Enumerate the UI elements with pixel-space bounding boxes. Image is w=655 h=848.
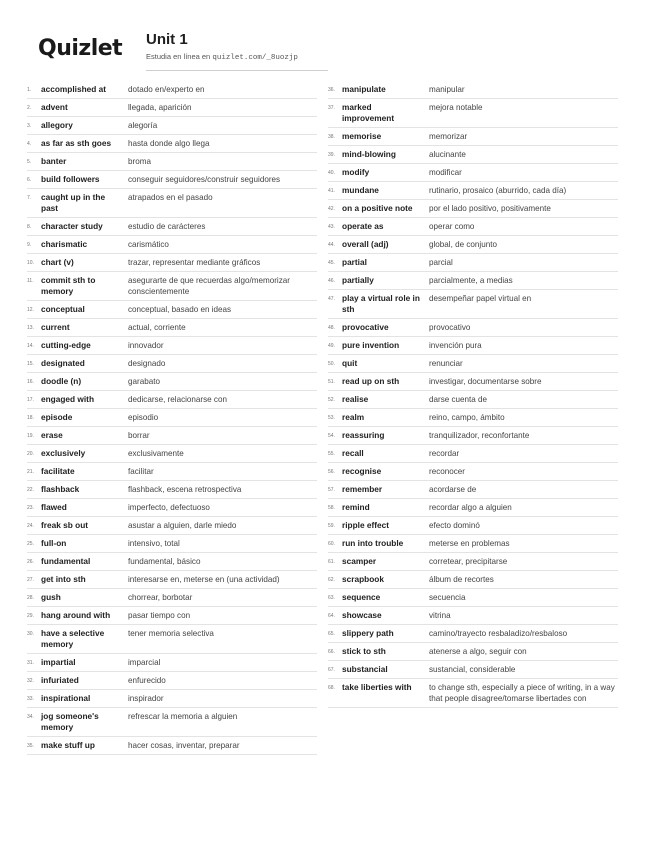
term-definition: efecto dominó bbox=[429, 521, 480, 530]
term-row bbox=[27, 499, 317, 517]
term-number: 63. bbox=[328, 595, 335, 601]
term-definition: tranquilizador, reconfortante bbox=[429, 431, 530, 440]
term-text: sequence bbox=[342, 592, 381, 602]
term-number: 57. bbox=[328, 487, 335, 493]
term-number: 30. bbox=[27, 631, 34, 637]
term-row bbox=[27, 189, 317, 218]
term-number: 14. bbox=[27, 343, 34, 349]
term-row bbox=[27, 99, 317, 117]
term-text: as far as sth goes bbox=[41, 138, 112, 148]
term-row bbox=[27, 218, 317, 236]
term-definition: imparcial bbox=[128, 658, 161, 667]
term-text: partially bbox=[342, 275, 374, 285]
term-text: advent bbox=[41, 102, 68, 112]
term-definition: to change sth, especially a piece of writing, in a way that people disagree/tomarse libertades con bbox=[429, 683, 615, 703]
term-list-right bbox=[328, 81, 618, 708]
term-definition: modificar bbox=[429, 168, 462, 177]
term-definition: hasta donde algo llega bbox=[128, 139, 210, 148]
page-subtitle bbox=[146, 52, 298, 62]
term-number: 39. bbox=[328, 152, 335, 158]
term-text: overall (adj) bbox=[342, 239, 389, 249]
term-number: 66. bbox=[328, 649, 335, 655]
term-text: charismatic bbox=[41, 239, 88, 249]
term-definition: refrescar la memoria a alguien bbox=[128, 712, 238, 721]
term-number: 11. bbox=[27, 278, 34, 284]
term-number: 35. bbox=[27, 743, 34, 749]
term-definition: dedicarse, relacionarse con bbox=[128, 395, 227, 404]
term-text: on a positive note bbox=[342, 203, 413, 213]
term-text: build followers bbox=[41, 174, 100, 184]
term-text: erase bbox=[41, 430, 63, 440]
term-definition: garabato bbox=[128, 377, 160, 386]
term-definition: innovador bbox=[128, 341, 164, 350]
term-row bbox=[27, 409, 317, 427]
term-definition: pasar tiempo con bbox=[128, 611, 191, 620]
term-number: 49. bbox=[328, 343, 335, 349]
term-number: 37. bbox=[328, 105, 335, 111]
term-row bbox=[27, 272, 317, 301]
term-text: mind-blowing bbox=[342, 149, 396, 159]
term-row bbox=[328, 553, 618, 571]
term-number: 8. bbox=[27, 224, 32, 230]
term-text: full-on bbox=[41, 538, 67, 548]
term-number: 53. bbox=[328, 415, 335, 421]
term-row bbox=[27, 355, 317, 373]
term-definition: secuencia bbox=[429, 593, 466, 602]
term-row bbox=[328, 164, 618, 182]
term-row bbox=[27, 589, 317, 607]
term-row bbox=[27, 391, 317, 409]
term-row bbox=[27, 517, 317, 535]
term-text: recognise bbox=[342, 466, 382, 476]
term-text: marked improvement bbox=[342, 102, 395, 123]
term-definition: alegoría bbox=[128, 121, 158, 130]
term-text: take liberties with bbox=[342, 682, 412, 692]
term-row bbox=[27, 607, 317, 625]
term-text: chart (v) bbox=[41, 257, 74, 267]
term-text: scamper bbox=[342, 556, 377, 566]
term-definition: camino/trayecto resbaladizo/resbaloso bbox=[429, 629, 568, 638]
term-text: infuriated bbox=[41, 675, 79, 685]
term-row bbox=[27, 319, 317, 337]
term-definition: recordar algo a alguien bbox=[429, 503, 512, 512]
term-definition: darse cuenta de bbox=[429, 395, 488, 404]
term-text: inspirational bbox=[41, 693, 91, 703]
term-definition: operar como bbox=[429, 222, 475, 231]
term-text: commit sth to memory bbox=[41, 275, 96, 296]
term-definition: álbum de recortes bbox=[429, 575, 494, 584]
term-row bbox=[328, 81, 618, 99]
term-definition: hacer cosas, inventar, preparar bbox=[128, 741, 240, 750]
term-text: substancial bbox=[342, 664, 388, 674]
term-row bbox=[328, 200, 618, 218]
term-number: 44. bbox=[328, 242, 335, 248]
term-text: quit bbox=[342, 358, 358, 368]
term-number: 27. bbox=[27, 577, 34, 583]
term-definition: llegada, aparición bbox=[128, 103, 192, 112]
term-text: hang around with bbox=[41, 610, 111, 620]
term-number: 64. bbox=[328, 613, 335, 619]
term-definition: sustancial, considerable bbox=[429, 665, 516, 674]
term-text: fundamental bbox=[41, 556, 91, 566]
term-number: 13. bbox=[27, 325, 34, 331]
term-definition: dotado en/experto en bbox=[128, 85, 205, 94]
term-row bbox=[328, 445, 618, 463]
term-row bbox=[328, 290, 618, 319]
term-row bbox=[27, 337, 317, 355]
term-definition: recordar bbox=[429, 449, 460, 458]
term-text: play a virtual role in sth bbox=[342, 293, 420, 314]
term-row bbox=[328, 625, 618, 643]
term-row bbox=[328, 391, 618, 409]
term-number: 38. bbox=[328, 134, 335, 140]
term-definition: trazar, representar mediante gráficos bbox=[128, 258, 261, 267]
header-divider bbox=[146, 70, 328, 71]
term-number: 67. bbox=[328, 667, 335, 673]
term-row bbox=[328, 337, 618, 355]
term-definition: exclusivamente bbox=[128, 449, 184, 458]
term-row bbox=[328, 571, 618, 589]
term-row bbox=[328, 409, 618, 427]
term-text: memorise bbox=[342, 131, 382, 141]
term-row bbox=[328, 319, 618, 337]
term-definition: interesarse en, meterse en (una actividad) bbox=[128, 575, 280, 584]
term-number: 25. bbox=[27, 541, 34, 547]
term-text: stick to sth bbox=[342, 646, 386, 656]
term-text: exclusively bbox=[41, 448, 86, 458]
term-definition: global, de conjunto bbox=[429, 240, 497, 249]
term-definition: broma bbox=[128, 157, 151, 166]
term-row bbox=[328, 535, 618, 553]
term-row bbox=[27, 571, 317, 589]
term-number: 19. bbox=[27, 433, 34, 439]
term-definition: investigar, documentarse sobre bbox=[429, 377, 542, 386]
term-number: 12. bbox=[27, 307, 34, 313]
term-text: slippery path bbox=[342, 628, 394, 638]
term-text: read up on sth bbox=[342, 376, 400, 386]
term-text: doodle (n) bbox=[41, 376, 82, 386]
term-row bbox=[328, 499, 618, 517]
term-number: 45. bbox=[328, 260, 335, 266]
term-number: 47. bbox=[328, 296, 335, 302]
term-number: 29. bbox=[27, 613, 34, 619]
term-number: 7. bbox=[27, 195, 32, 201]
term-definition: tener memoria selectiva bbox=[128, 629, 214, 638]
term-text: ripple effect bbox=[342, 520, 390, 530]
term-definition: chorrear, borbotar bbox=[128, 593, 193, 602]
term-row bbox=[27, 301, 317, 319]
term-number: 60. bbox=[328, 541, 335, 547]
term-number: 24. bbox=[27, 523, 34, 529]
term-list-left bbox=[27, 81, 317, 755]
term-number: 15. bbox=[27, 361, 34, 367]
term-text: pure invention bbox=[342, 340, 400, 350]
term-row bbox=[328, 661, 618, 679]
term-number: 54. bbox=[328, 433, 335, 439]
term-definition: imperfecto, defectuoso bbox=[128, 503, 210, 512]
term-text: caught up in the past bbox=[41, 192, 106, 213]
term-number: 52. bbox=[328, 397, 335, 403]
term-row bbox=[27, 153, 317, 171]
term-text: realise bbox=[342, 394, 369, 404]
term-text: partial bbox=[342, 257, 367, 267]
term-row bbox=[27, 708, 317, 737]
term-number: 50. bbox=[328, 361, 335, 367]
term-row bbox=[328, 481, 618, 499]
term-number: 65. bbox=[328, 631, 335, 637]
term-definition: reconocer bbox=[429, 467, 465, 476]
term-text: gush bbox=[41, 592, 61, 602]
term-definition: provocativo bbox=[429, 323, 471, 332]
term-definition: renunciar bbox=[429, 359, 463, 368]
term-number: 34. bbox=[27, 714, 34, 720]
term-text: operate as bbox=[342, 221, 384, 231]
term-row bbox=[27, 463, 317, 481]
term-number: 48. bbox=[328, 325, 335, 331]
term-definition: asustar a alguien, darle miedo bbox=[128, 521, 237, 530]
term-text: have a selective memory bbox=[41, 628, 105, 649]
term-text: manipulate bbox=[342, 84, 386, 94]
term-number: 4. bbox=[27, 141, 32, 147]
term-row bbox=[27, 81, 317, 99]
term-number: 59. bbox=[328, 523, 335, 529]
term-text: remind bbox=[342, 502, 370, 512]
term-number: 20. bbox=[27, 451, 34, 457]
term-number: 2. bbox=[27, 105, 32, 111]
term-text: modify bbox=[342, 167, 370, 177]
term-definition: manipular bbox=[429, 85, 465, 94]
term-number: 22. bbox=[27, 487, 34, 493]
term-text: realm bbox=[342, 412, 365, 422]
term-definition: memorizar bbox=[429, 132, 468, 141]
term-definition: designado bbox=[128, 359, 166, 368]
term-definition: asegurarte de que recuerdas algo/memorizar conscientemente bbox=[128, 276, 290, 296]
term-row bbox=[328, 254, 618, 272]
term-number: 23. bbox=[27, 505, 34, 511]
page-title: Unit 1 bbox=[146, 31, 188, 48]
term-definition: episodio bbox=[128, 413, 159, 422]
term-number: 51. bbox=[328, 379, 335, 385]
term-number: 3. bbox=[27, 123, 32, 129]
term-definition: atenerse a algo, seguir con bbox=[429, 647, 527, 656]
term-definition: desempeñar papel virtual en bbox=[429, 294, 532, 303]
term-text: impartial bbox=[41, 657, 76, 667]
term-number: 46. bbox=[328, 278, 335, 284]
term-row bbox=[27, 117, 317, 135]
term-row bbox=[328, 517, 618, 535]
term-row bbox=[27, 171, 317, 189]
term-definition: alucinante bbox=[429, 150, 466, 159]
term-row bbox=[27, 427, 317, 445]
term-text: engaged with bbox=[41, 394, 95, 404]
term-definition: conseguir seguidores/construir seguidores bbox=[128, 175, 281, 184]
term-row bbox=[328, 643, 618, 661]
term-row bbox=[27, 737, 317, 755]
term-text: flawed bbox=[41, 502, 67, 512]
term-number: 58. bbox=[328, 505, 335, 511]
term-definition: parcialmente, a medias bbox=[429, 276, 513, 285]
term-definition: corretear, precipitarse bbox=[429, 557, 508, 566]
term-text: conceptual bbox=[41, 304, 85, 314]
term-row bbox=[27, 654, 317, 672]
term-row bbox=[328, 272, 618, 290]
term-text: current bbox=[41, 322, 70, 332]
term-row bbox=[328, 607, 618, 625]
term-definition: fundamental, básico bbox=[128, 557, 201, 566]
term-definition: facilitar bbox=[128, 467, 154, 476]
term-row bbox=[27, 236, 317, 254]
term-text: mundane bbox=[342, 185, 379, 195]
term-number: 41. bbox=[328, 188, 335, 194]
term-number: 36. bbox=[328, 87, 335, 93]
term-row bbox=[328, 218, 618, 236]
term-text: reassuring bbox=[342, 430, 385, 440]
term-text: cutting-edge bbox=[41, 340, 91, 350]
term-number: 42. bbox=[328, 206, 335, 212]
subtitle-text: Estudia en línea en bbox=[146, 52, 213, 61]
term-definition: rutinario, prosaico (aburrido, cada día) bbox=[429, 186, 567, 195]
term-row bbox=[328, 373, 618, 391]
term-row bbox=[328, 589, 618, 607]
term-row bbox=[27, 373, 317, 391]
term-row bbox=[328, 236, 618, 254]
term-definition: actual, corriente bbox=[128, 323, 186, 332]
term-row bbox=[27, 690, 317, 708]
term-row bbox=[27, 625, 317, 654]
term-row bbox=[328, 128, 618, 146]
term-definition: estudio de carácteres bbox=[128, 222, 206, 231]
term-text: episode bbox=[41, 412, 73, 422]
term-number: 62. bbox=[328, 577, 335, 583]
term-definition: vitrina bbox=[429, 611, 451, 620]
term-text: flashback bbox=[41, 484, 80, 494]
term-text: make stuff up bbox=[41, 740, 95, 750]
quizlet-logo: Quizlet bbox=[38, 36, 123, 61]
term-row bbox=[27, 135, 317, 153]
term-number: 17. bbox=[27, 397, 34, 403]
term-text: recall bbox=[342, 448, 364, 458]
term-row bbox=[328, 463, 618, 481]
term-row bbox=[27, 254, 317, 272]
term-number: 31. bbox=[27, 660, 34, 666]
term-text: provocative bbox=[342, 322, 389, 332]
term-text: remember bbox=[342, 484, 383, 494]
term-text: character study bbox=[41, 221, 103, 231]
term-definition: por el lado positivo, positivamente bbox=[429, 204, 551, 213]
term-text: facilitate bbox=[41, 466, 75, 476]
term-number: 9. bbox=[27, 242, 32, 248]
title-block bbox=[146, 30, 298, 62]
term-row bbox=[328, 99, 618, 128]
term-number: 21. bbox=[27, 469, 34, 475]
term-definition: enfurecido bbox=[128, 676, 166, 685]
term-definition: carismático bbox=[128, 240, 169, 249]
term-number: 55. bbox=[328, 451, 335, 457]
term-text: showcase bbox=[342, 610, 382, 620]
term-number: 68. bbox=[328, 685, 335, 691]
term-definition: intensivo, total bbox=[128, 539, 180, 548]
term-number: 40. bbox=[328, 170, 335, 176]
term-number: 6. bbox=[27, 177, 32, 183]
term-number: 56. bbox=[328, 469, 335, 475]
term-row bbox=[328, 355, 618, 373]
term-number: 18. bbox=[27, 415, 34, 421]
term-definition: inspirador bbox=[128, 694, 164, 703]
study-link[interactable]: quizlet.com/_8uozjp bbox=[212, 54, 298, 62]
term-number: 61. bbox=[328, 559, 335, 565]
term-row bbox=[27, 553, 317, 571]
page-header bbox=[38, 30, 624, 72]
term-number: 16. bbox=[27, 379, 34, 385]
term-row bbox=[328, 146, 618, 164]
term-definition: atrapados en el pasado bbox=[128, 193, 213, 202]
term-text: get into sth bbox=[41, 574, 86, 584]
term-definition: acordarse de bbox=[429, 485, 477, 494]
term-number: 32. bbox=[27, 678, 34, 684]
term-text: run into trouble bbox=[342, 538, 404, 548]
term-definition: meterse en problemas bbox=[429, 539, 510, 548]
term-number: 1. bbox=[27, 87, 32, 93]
term-definition: mejora notable bbox=[429, 103, 483, 112]
term-text: allegory bbox=[41, 120, 73, 130]
term-row bbox=[27, 535, 317, 553]
term-definition: conceptual, basado en ideas bbox=[128, 305, 232, 314]
term-row bbox=[27, 445, 317, 463]
term-text: banter bbox=[41, 156, 67, 166]
term-text: accomplished at bbox=[41, 84, 107, 94]
term-number: 10. bbox=[27, 260, 34, 266]
term-text: scrapbook bbox=[342, 574, 384, 584]
term-text: freak sb out bbox=[41, 520, 89, 530]
term-definition: reino, campo, ámbito bbox=[429, 413, 505, 422]
term-number: 43. bbox=[328, 224, 335, 230]
term-definition: parcial bbox=[429, 258, 453, 267]
term-row bbox=[328, 679, 618, 708]
term-row bbox=[328, 182, 618, 200]
term-number: 26. bbox=[27, 559, 34, 565]
term-row bbox=[27, 481, 317, 499]
term-definition: invención pura bbox=[429, 341, 482, 350]
term-text: jog someone's memory bbox=[41, 711, 99, 732]
term-text: designated bbox=[41, 358, 85, 368]
term-number: 28. bbox=[27, 595, 34, 601]
term-definition: borrar bbox=[128, 431, 150, 440]
term-number: 33. bbox=[27, 696, 34, 702]
term-row bbox=[328, 427, 618, 445]
term-row bbox=[27, 672, 317, 690]
term-definition: flashback, escena retrospectiva bbox=[128, 485, 242, 494]
term-number: 5. bbox=[27, 159, 32, 165]
